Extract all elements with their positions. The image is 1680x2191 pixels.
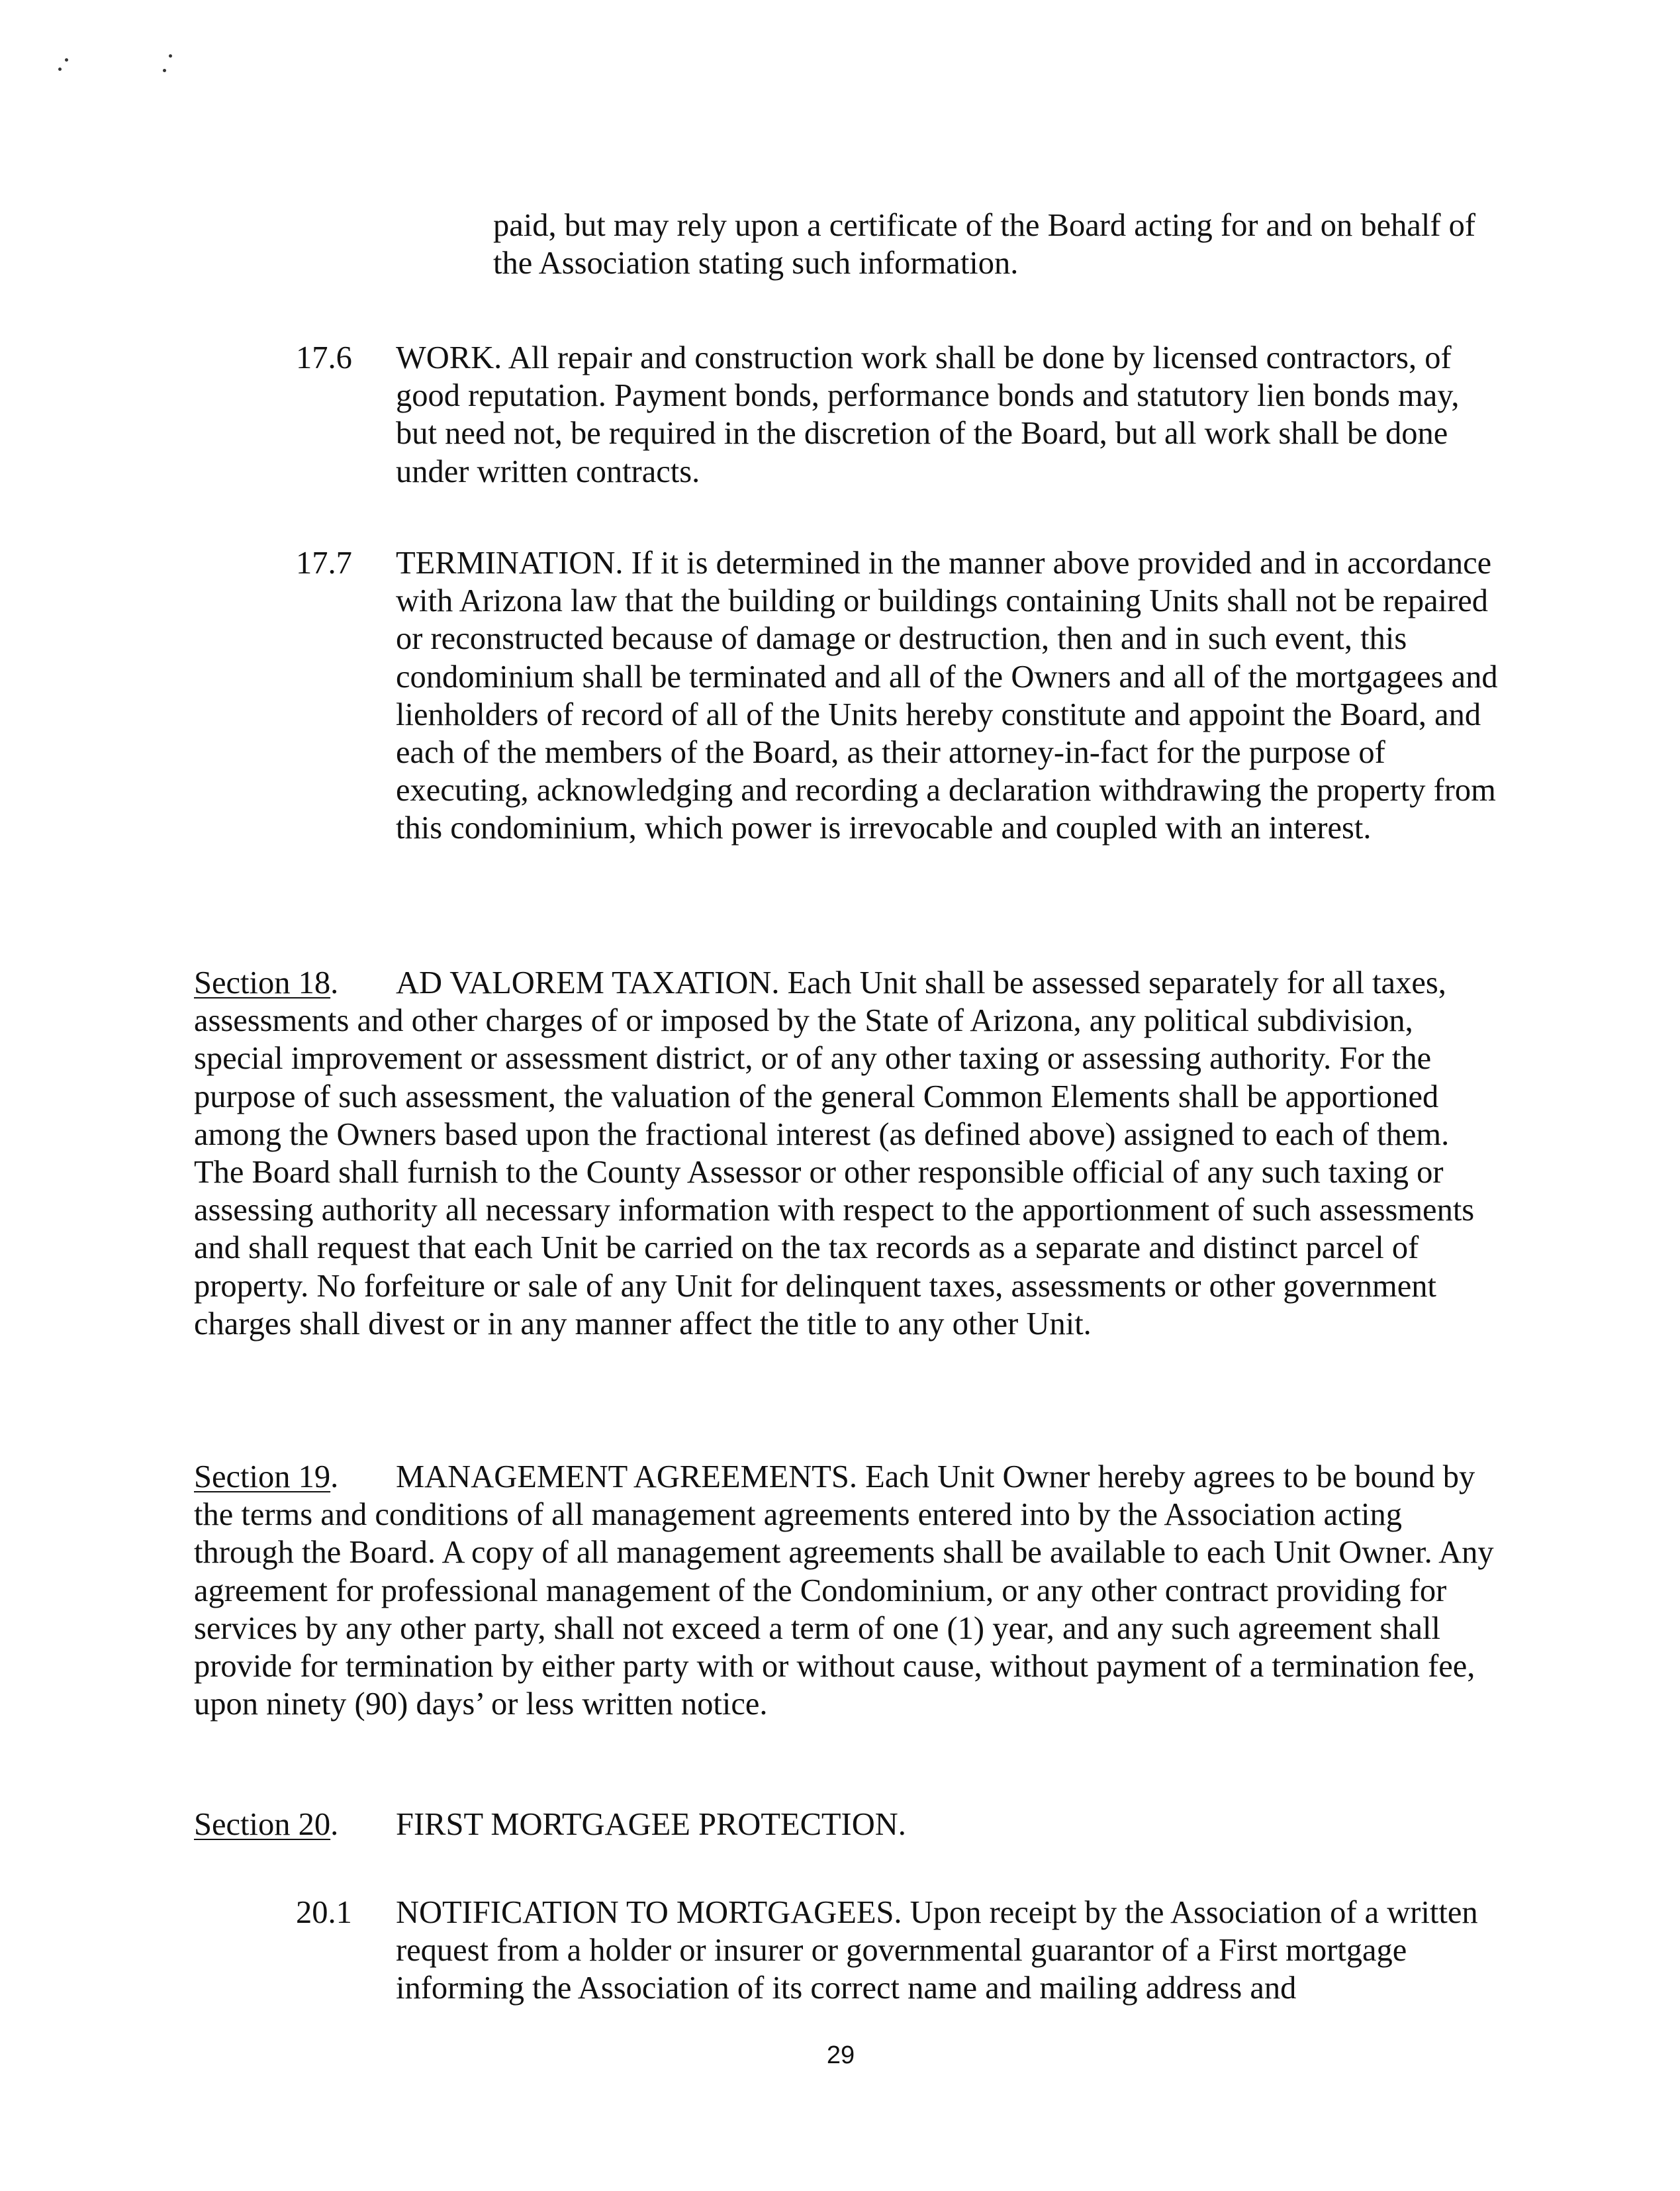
subsection-number-17-7: 17.7 [296,546,352,581]
subsection-number-17-6: 17.6 [296,340,352,375]
section-20-heading: FIRST MORTGAGEE PROTECTION. [396,1807,906,1842]
section-18-text: AD VALOREM TAXATION. Each Unit shall be assessed separately for all taxes, assessments and other charges of or imposed by the State of Arizona, any political subdivision, special improvement or assessment district, or of any other taxing or assessing authority. For the purpose of such assessment, the valuation of the general Common Elements shall be apportioned among the Owners based upon the fractional interest (as defined above) assigned to each of them. The Board shall furnish to the County Assessor or other responsible official of any such taxing or assessing authority all necessary information with respect to the apportionment of such assessments and shall request that each Unit be carried on the tax records as a separate and distinct parcel of property. No forfeiture or sale of any Unit for delinquent taxes, assessments or other government charges shall divest or in any manner affect the title to any other Unit. [194,965,1475,1341]
scan-specks [40,46,185,86]
subsection-number-20-1: 20.1 [296,1895,352,1930]
page-number: 29 [826,2041,855,2069]
subsection-17-6-text: WORK. All repair and construction work shall be done by licensed contractors, of good reputation. Payment bonds, performance bonds and statutory lien bonds may, but need not, be required in the discretion of the Board, but all work shall be done under written contracts. [396,340,1460,489]
subsection-17-7-text: TERMINATION. If it is determined in the manner above provided and in accordance with Arizona law that the building or buildings containing Units shall not be repaired or reconstructed because of damage or destruction, then and in such event, this condominium shall be terminated and all of the Owners and all of the mortgagees and lienholders of record of all of the Units hereby constitute and appoint the Board, and each of the members of the Board, as their attorney-in-fact for the purpose of executing, acknowledging and recording a declaration withdrawing the property from this condominium, which power is irrevocable and coupled with an interest. [396,546,1498,846]
section-19-label: Section 19. [194,1459,339,1494]
section-18-label: Section 18. [194,965,339,1000]
section-20-label: Section 20. [194,1807,339,1842]
subsection-20-1-text: NOTIFICATION TO MORTGAGEES. Upon receipt by the Association of a written request from a holder or insurer or governmental guarantor of a First mortgage informing the Association of its correct name and mailing address and [396,1895,1478,2006]
continuation-paragraph: paid, but may rely upon a certificate of the Board acting for and on behalf of the Association stating such information. [493,208,1476,281]
section-19-text: MANAGEMENT AGREEMENTS. Each Unit Owner hereby agrees to be bound by the terms and conditions of all management agreements entered into by the Association acting through the Board. A copy of all management agreements shall be available to each Unit Owner. Any agreement for professional management of the Condominium, or any other contract providing for services by any other party, shall not exceed a term of one (1) year, and any such agreement shall provide for termination by either party with or without cause, without payment of a termination fee, upon ninety (90) days’ or less written notice. [194,1459,1494,1722]
